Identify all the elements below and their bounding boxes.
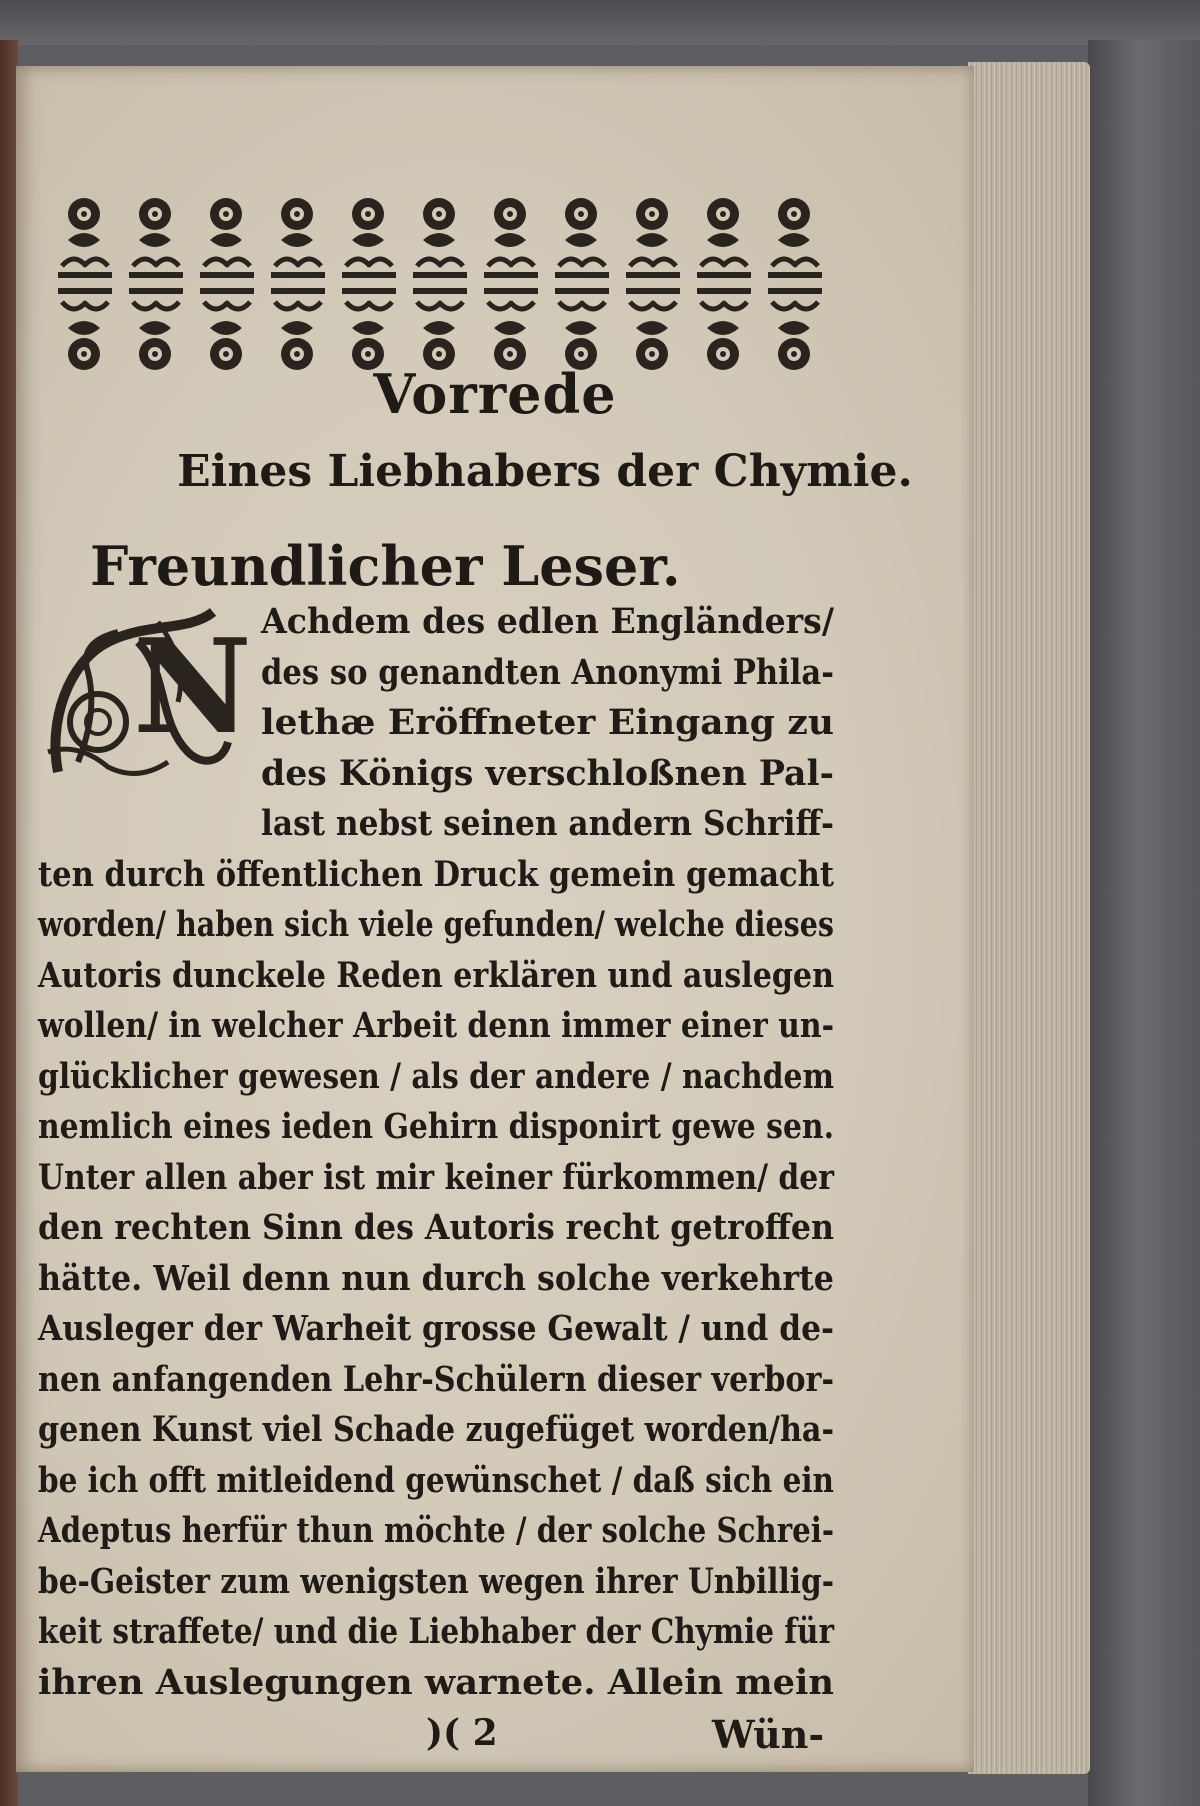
text-line: den rechten Sinn des Autoris recht getroffen [38,1207,834,1248]
heading: Vorrede [373,362,617,426]
text-line: des Königs verschloßnen Pal- [261,752,834,794]
ornament-flower [484,288,538,370]
ornament-flower [129,198,183,278]
initial-letter: N [133,610,252,763]
ornament-flower [342,198,396,278]
text-line: ihren Auslegungen warnete. Allein mein [38,1661,834,1703]
ornament-flower [58,198,112,278]
ornament-flower [271,288,325,370]
text-line: Unter allen aber ist mir keiner fürkommen/ der [38,1156,834,1198]
book-cover-top [0,0,1200,45]
ornament-flower [271,198,325,278]
text-line: nen anfangenden Lehr-Schülern dieser verbor- [38,1358,834,1400]
text-line: lethæ Eröffneter Eingang zu [261,702,834,743]
book-cover-right [1088,40,1200,1806]
ornament-flower [342,288,396,370]
ornament-flower [200,198,254,278]
subheading: Eines Liebhabers der Chymie. [177,446,913,497]
text-line: wollen/ in welcher Arbeit denn immer einer un- [38,1005,834,1046]
text-line: be-Geister zum wenigsten wegen ihrer Unbillig- [38,1560,834,1602]
text-line: hätte. Weil denn nun durch solche verkehrte [38,1257,834,1299]
text-line: glücklicher gewesen / als der andere / nachdem [38,1055,834,1097]
signature-mark: )( 2 [426,1712,498,1754]
salutation: Freundlicher Leser. [90,534,681,598]
ornament-flower [697,288,751,370]
ornament-flower [129,288,183,370]
text-line: nemlich eines ieden Gehirn disponirt gewe sen. [38,1106,834,1147]
ornament-flower [626,198,680,278]
text-line: des so genandten Anonymi Phila- [261,651,834,693]
text-line: genen Kunst viel Schade zugefüget worden/ha- [38,1409,834,1450]
ornament-flower [200,288,254,370]
catchword: Wün- [712,1712,825,1757]
ornament-flower [768,288,822,370]
ornament-flower [413,198,467,278]
text-line: ten durch öffentlichen Druck gemein gemacht [38,853,834,895]
ornament-flower [768,198,822,278]
text-line: worden/ haben sich viele gefunden/ welche dieses [38,904,834,945]
ornament-flower [413,288,467,370]
text-line: Achdem des edlen Engländers/ [261,601,834,642]
ornament-flower [555,288,609,370]
text-line: be ich offt mitleidend gewünschet / daß sich ein [38,1459,834,1501]
ornament-flower [58,288,112,370]
text-line: Adeptus herfür thun möchte / der solche Schrei- [38,1510,834,1551]
text-line: Autoris dunckele Reden erklären und auslegen [38,954,834,996]
text-line: Ausleger der Warheit grosse Gewalt / und de- [38,1308,834,1349]
text-line: last nebst seinen andern Schriff- [261,803,834,844]
ornament-flower [555,198,609,278]
book-page [16,66,974,1772]
text-line: keit straffete/ und die Liebhaber der Chymie für [38,1611,834,1652]
page-edges [968,62,1090,1774]
ornament-flower [626,288,680,370]
ornament-flower [484,198,538,278]
ornament-flower [697,198,751,278]
decorated-initial-icon [38,602,252,782]
